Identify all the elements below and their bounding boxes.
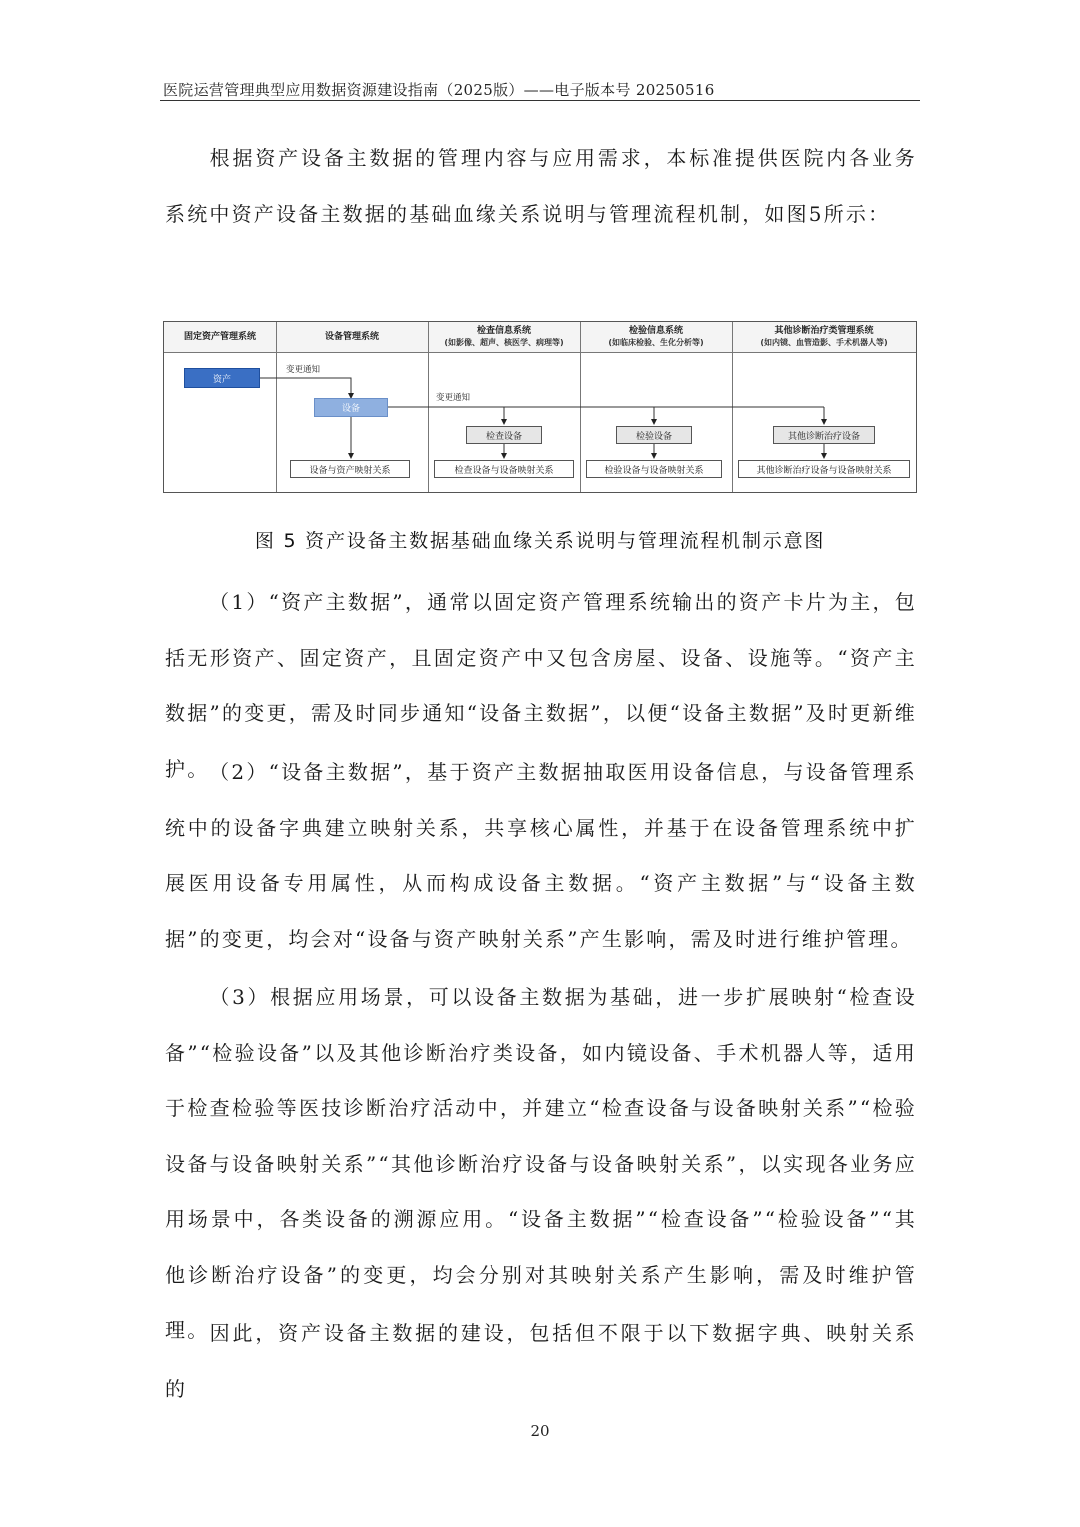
column-title: 检验信息系统 — [628, 326, 683, 336]
paragraph-3-text: （3）根据应用场景，可以设备主数据为基础，进一步扩展映射“检查设备”“检验设备”以及其他诊断治疗类设备，如内镜设备、手术机器人等，适用于检查检验等医技诊断治疗活动中，并建立“检查设备与设备映射关系”“检验设备与设备映射关系”“其他诊断治疗设备与设备映射关系”，以实现各业务应用场景中，各类设备的溯源应用。“设备主数据”“检查设备”“检验设备”“其他诊断治疗设备”的变更，均会分别对其映射关系产生影响，需及时维护管理。 — [165, 985, 917, 1342]
page-number: 20 — [530, 1422, 550, 1440]
header-rule — [160, 100, 920, 101]
asset-to-device-arrow — [260, 378, 351, 398]
lab-map-node: 检验设备与设备映射关系 — [586, 460, 722, 478]
column-subtitle: (如临床检验、生化分析等) — [608, 338, 704, 347]
exam-map-node: 检查设备与设备映射关系 — [434, 460, 574, 478]
device-node: 设备 — [314, 398, 388, 417]
column-subtitle: (如影像、超声、核医学、病理等) — [444, 338, 564, 347]
figure-caption: 图 5 资产设备主数据基础血缘关系说明与管理流程机制示意图 — [254, 530, 826, 552]
paragraph-2 — [165, 745, 917, 967]
asset-node: 资产 — [184, 368, 260, 388]
running-header: 医院运营管理典型应用数据资源建设指南（2025版）——电子版本号 20250516 — [163, 81, 715, 99]
change-notice-label: 变更通知 — [436, 393, 471, 403]
paragraph-4-text: 因此，资产设备主数据的建设，包括但不限于以下数据字典、映射关系的 — [165, 1321, 917, 1401]
paragraph-2-text: （2）“设备主数据”，基于资产主数据抽取医用设备信息，与设备管理系统中的设备字典建立映射关系，共享核心属性，并基于在设备管理系统中扩展医用设备专用属性，从而构成设备主数据。“资产主数据”与“设备主数据”的变更，均会对“设备与资产映射关系”产生影响，需及时进行维护管理。 — [165, 760, 917, 951]
column-subtitle: (如内镜、血管造影、手术机器人等) — [760, 338, 888, 347]
paragraph-1-text: （1）“资产主数据”，通常以固定资产管理系统输出的资产卡片为主，包括无形资产、固定资产，且固定资产中又包含房屋、设备、设施等。“资产主数据”的变更，需及时同步通知“设备主数据”，以便“设备主数据”及时更新维护。 — [165, 590, 917, 781]
other-device-node: 其他诊断治疗设备 — [773, 426, 875, 444]
exam-device-node: 检查设备 — [466, 426, 542, 444]
column-title: 其他诊断治疗类管理系统 — [774, 326, 874, 336]
device-asset-map-node: 设备与资产映射关系 — [290, 460, 410, 478]
column-title: 设备管理系统 — [324, 331, 379, 342]
paragraph-3 — [165, 970, 917, 1359]
change-notice-label: 变更通知 — [286, 365, 321, 375]
lineage-diagram — [163, 321, 917, 493]
paragraph-4 — [165, 1306, 917, 1417]
lab-device-node: 检验设备 — [616, 426, 692, 444]
intro-text: 根据资产设备主数据的管理内容与应用需求，本标准提供医院内各业务系统中资产设备主数据的基础血缘关系说明与管理流程机制，如图5所示： — [165, 146, 917, 226]
intro-paragraph — [165, 131, 917, 242]
other-map-node: 其他诊断治疗设备与设备映射关系 — [738, 460, 910, 478]
column-title: 检查信息系统 — [476, 326, 531, 336]
column-title: 固定资产管理系统 — [183, 331, 256, 342]
